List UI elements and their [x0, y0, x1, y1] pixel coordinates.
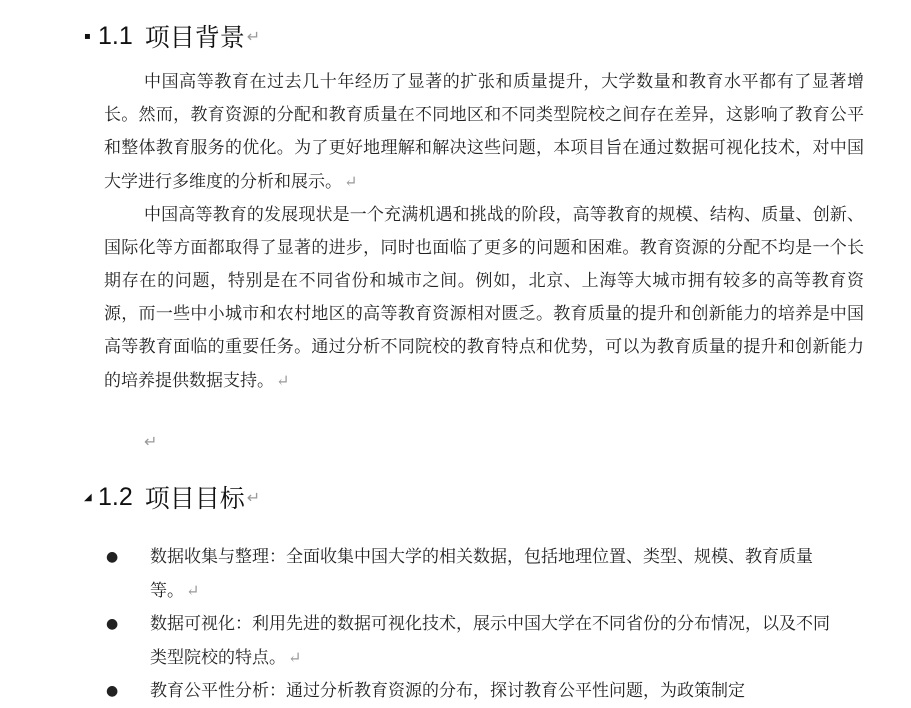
heading-marker: ▪: [84, 30, 91, 42]
heading-marker: ◢: [84, 491, 92, 503]
list-item[interactable]: ● 数据收集与整理：全面收集中国大学的相关数据，包括地理位置、类型、规模、教育质量等。 ↵: [104, 541, 844, 608]
objectives-list: [104, 541, 844, 708]
section-number: 1.1: [98, 21, 133, 50]
paragraph-mark-icon: ↵: [246, 487, 261, 507]
bullet-icon: ●: [106, 683, 119, 699]
section-1-1-body: [104, 66, 864, 398]
section-title: 项目背景: [144, 23, 245, 52]
paragraph-mark-icon: ↵: [144, 432, 158, 451]
section-title: 项目目标: [144, 484, 245, 513]
section-heading-1-1: [84, 18, 260, 54]
body-paragraph[interactable]: 中国高等教育的发展现状是一个充满机遇和挑战的阶段，高等教育的规模、结构、质量、创新、国际化等方面都取得了显著的进步，同时也面临了更多的问题和困难。教育资源的分配不均是一个长期存在的问题，特别是在不同省份和城市之间。例如，北京、上海等大城市拥有较多的高等教育资源，而一些中小城市和农村地区的高等教育资源相对匮乏。教育质量的提升和创新能力的培养是中国高等教育面临的重要任务。通过分析不同院校的教育特点和优势，可以为教育质量的提升和创新能力的培养提供数据支持。 ↵: [104, 205, 864, 391]
bullet-icon: ●: [106, 549, 119, 565]
paragraph-mark-icon: ↵: [344, 172, 358, 191]
list-item[interactable]: ● 教育公平性分析：通过分析教育资源的分布，探讨教育公平性问题，为政策制定: [104, 675, 844, 708]
bullet-icon: ●: [106, 616, 119, 632]
paragraph-mark-icon: ↵: [288, 648, 302, 667]
paragraph-mark-icon: ↵: [246, 26, 261, 46]
list-item[interactable]: ● 数据可视化：利用先进的数据可视化技术，展示中国大学在不同省份的分布情况，以及不同类型院校的特点。 ↵: [104, 608, 844, 675]
paragraph-mark-icon: ↵: [276, 371, 290, 390]
section-heading-1-2: [84, 479, 260, 515]
body-paragraph[interactable]: 中国高等教育在过去几十年经历了显著的扩张和质量提升，大学数量和教育水平都有了显著增长。然而，教育资源的分配和教育质量在不同地区和不同类型院校之间存在差异，这影响了教育公平和整体教育服务的优化。为了更好地理解和解决这些问题，本项目旨在通过数据可视化技术，对中国大学进行多维度的分析和展示。 ↵: [104, 72, 864, 192]
section-number: 1.2: [98, 482, 133, 511]
paragraph-mark-icon: ↵: [186, 581, 200, 600]
